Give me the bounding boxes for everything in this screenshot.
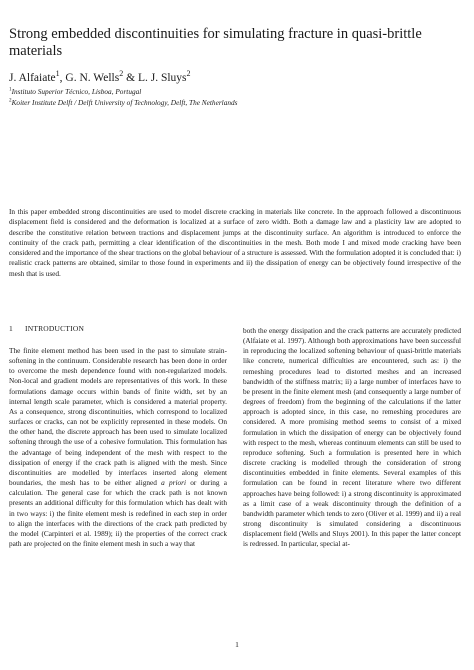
affiliation-marker: 2 — [186, 69, 191, 79]
affiliation-marker: 1 — [55, 69, 60, 79]
section-number: 1 — [9, 324, 13, 333]
body-text: The finite element method has been used in the past to simulate strain-softening in the continuum. Considerable research has been done in order to overcome the mesh dependence found with non-regularized models. Non-local and gradient models are representatives of this work. In these formulations damage occurs within bands of finite width, set by an internal length scale parameter, which is considered a material property. As a consequence, strong discontinuities, which correspond to localized surfaces or cracks, can not be explicitly represented in these models. On the other hand, the discrete approach has been used to simulate localized softening through the use of a cohesive formulation. This formulation has the advantage of being independent of the mesh with respect to the dissipation of energy if the crack path is aligned with the mesh. Since discontinuities are modelled by interfaces inserted along element boundaries, the mesh has to be either aligned — [9, 346, 227, 488]
author-list — [9, 71, 191, 85]
affiliation-1 — [9, 87, 459, 97]
affiliation-text: Koiter Institute Delft / Delft University of Technology, Delft, The Netherlands — [11, 98, 238, 107]
abstract: In this paper embedded strong discontinuities are used to model discrete cracking in materials like concrete. In the approach followed a discontinuous displacement field is considered and the deformation is localized at a surface of zero width. Both a damage law and a plasticity law are adopted to describe the constitutive relation between tractions and displacement jumps at the discontinuity surface. An algorithm is introduced to enforce the continuity of the crack path, permitting a clear identification of the discontinuities in the mesh. Both mode I and mixed mode cracking have been considered and the importance of the shear tractions on the global behaviour of a structure is assessed. With the formulation adopted it is concluded that: i) realistic crack patterns are obtained, similar to those found in experiments and ii) the dissipation of energy can be objectively found irrespective of the mesh that is used. — [9, 207, 461, 278]
right-column — [243, 326, 461, 549]
body-text: or during a calculation. The general case for which the crack path is not known presents an additional difficulty for this formulation which has dealt with in two ways: i) the finite element mesh is redefined in each step in order to align the interfaces with the directions of the crack path predicted by the model (Carpinteri et al. 1989); ii) the properties of the correct crack path are projected on the finite element mesh in such a way that — [9, 478, 227, 548]
author-name: & L. J. Sluys — [123, 72, 187, 84]
section-heading — [9, 324, 84, 333]
page-number: 1 — [235, 640, 239, 649]
section-title: INTRODUCTION — [25, 324, 85, 333]
affiliation-2 — [9, 98, 459, 108]
affiliation-marker: 2 — [119, 69, 124, 79]
paper-title: Strong embedded discontinuities for simulating fracture in quasi-brittle materials — [9, 26, 422, 59]
body-paragraph: both the energy dissipation and the crack patterns are accurately predicted (Alfaiate et al. 1997). Although both approximations have been successful in reproducing the localized softening behaviour of quasi-brittle materials like concrete, numerical difficulties are encountered, such as: i) the remeshing procedures lead to distorted meshes and an increased bandwidth of the stiffness matrix; ii) a large number of interfaces have to be present in the finite element mesh (and consequently a large number of degrees of freedom) from the beginning of the calculations if the latter approach is adopted since, in this case, no remeshing procedures are considered. A more promising method seems to consist of a mixed formulation in which the dissipation of energy can be objectively found with respect to the mesh, whereas continuum elements can still be used to reproduce softening. Such a formulation is presented here in which discrete cracking is modelled through the consideration of strong discontinuities embedded in finite elements. Several examples of this formulation can be found in recent literature where two different approaches have being followed: i) a strong discontinuity is approximated as a limit case of a weak discontinuity through the definition of a bandwidth parameter which tends to zero (Oliver et al. 1999) and ii) a real strong discontinuity is simulated considering a discontinuous displacement field (Wells and Sluys 2001). In this paper the latter concept is redressed. In particular, special at- — [243, 326, 461, 549]
affiliation-text: Instituto Superior Técnico, Lisboa, Portugal — [11, 87, 142, 96]
emphasis-text: a priori — [161, 478, 187, 488]
author-name: , G. N. Wells — [59, 72, 120, 84]
left-column — [9, 346, 227, 549]
affiliation-marker: 2 — [9, 97, 12, 104]
body-paragraph — [9, 346, 227, 549]
affiliation-marker: 1 — [9, 86, 12, 93]
author-name: J. Alfaiate — [9, 72, 56, 84]
